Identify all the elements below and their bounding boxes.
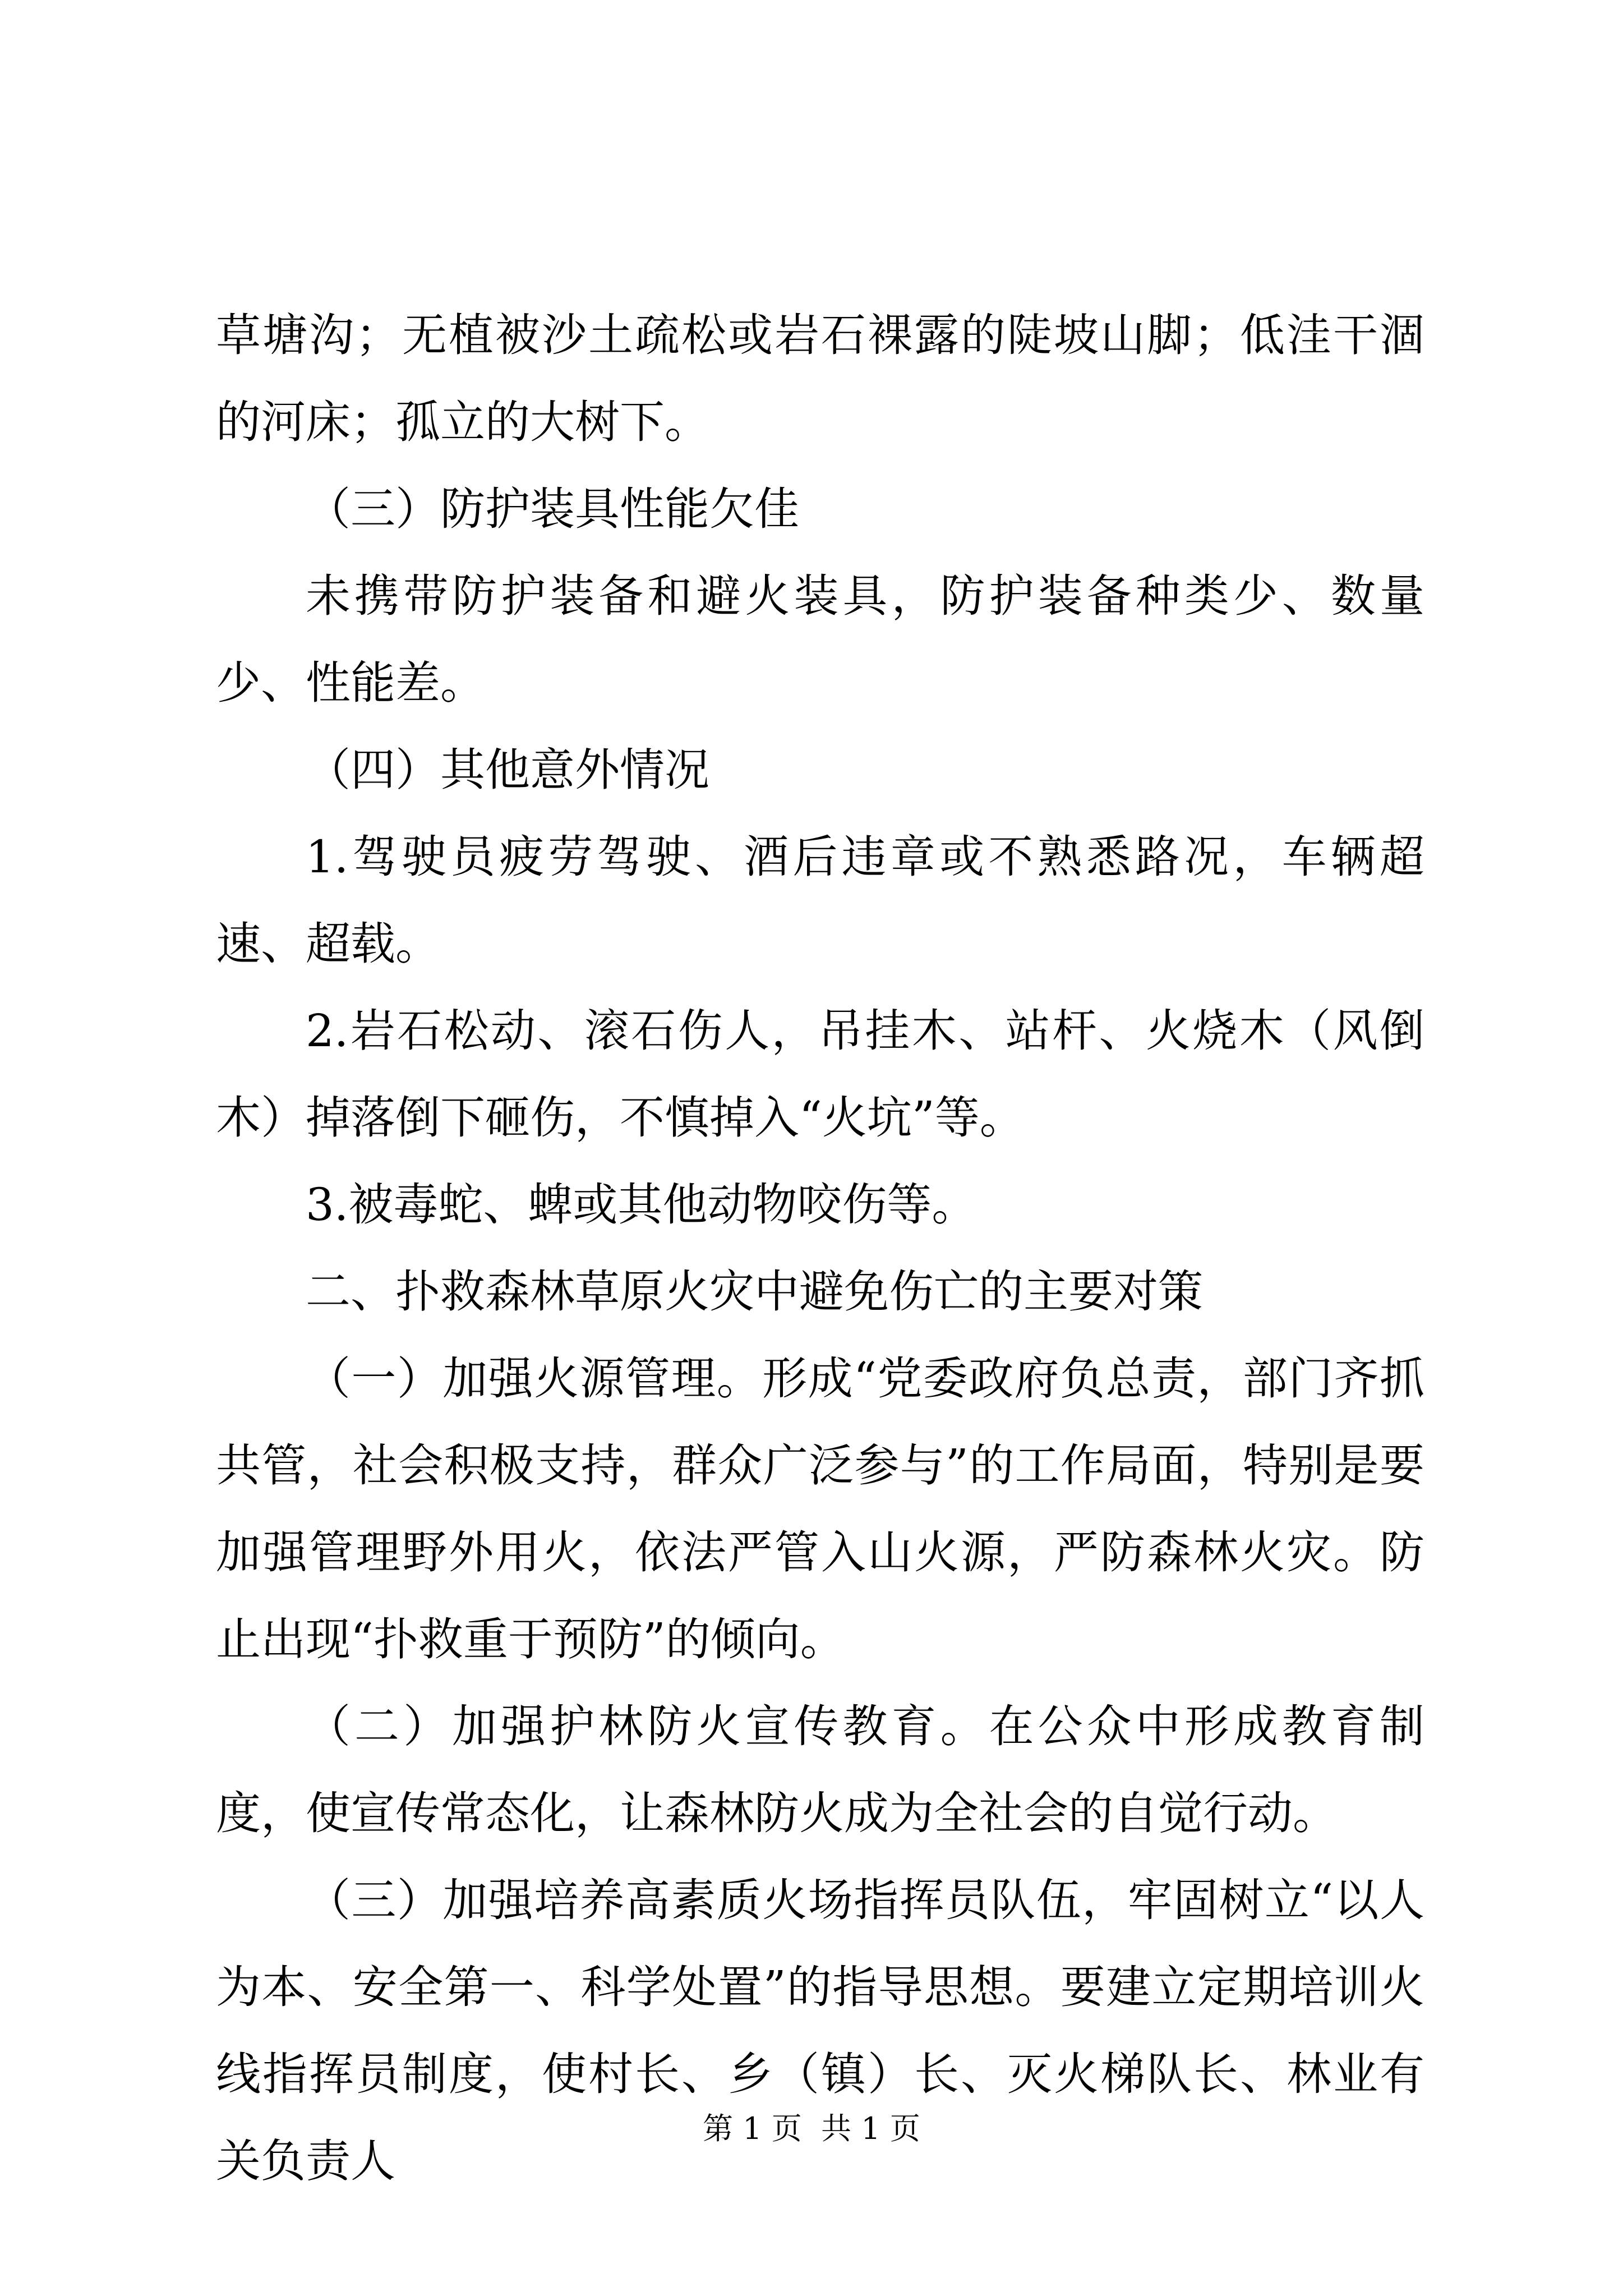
- section-heading: （三）防护装具性能欠佳: [306, 483, 799, 535]
- paragraph: （一）加强火源管理。形成“党委政府负总责，部门齐抓共管，社会积极支持，群众广泛参与”的工作局面，特别是要加强管理野外用火，依法严管入山火源，严防森林火灾。防止出现“扑救重于预防”的倾向。: [216, 1352, 1424, 1665]
- list-item: 1.驾驶员疲劳驾驶、酒后违章或不熟悉路况，车辆超速、超载。: [216, 831, 1424, 970]
- list-item: 2.岩石松动、滚石伤人，吊挂木、站杆、火烧木（风倒木）掉落倒下砸伤，不慎掉入“火坑”等。: [216, 1005, 1424, 1144]
- section-heading: （四）其他意外情况: [306, 744, 709, 796]
- paragraph: 未携带防护装备和避火装具，防护装备种类少、数量少、性能差。: [216, 570, 1424, 709]
- document-body: [216, 292, 1424, 2205]
- paragraph: （二）加强护林防火宣传教育。在公众中形成教育制度，使宣传常态化，让森林防火成为全社会的自觉行动。: [216, 1700, 1424, 1839]
- paragraph: 草塘沟；无植被沙土疏松或岩石裸露的陡坡山脚；低洼干涸的河床；孤立的大树下。: [216, 309, 1424, 448]
- list-item: 3.被毒蛇、蜱或其他动物咬伤等。: [306, 1179, 977, 1231]
- section-heading: 二、扑救森林草原火灾中避免伤亡的主要对策: [306, 1266, 1203, 1318]
- page-footer: 第 1 页 共 1 页: [703, 2111, 920, 2146]
- paragraph: （三）加强培养高素质火场指挥员队伍，牢固树立“以人为本、安全第一、科学处置”的指导思想。要建立定期培训火线指挥员制度，使村长、乡（镇）长、灭火梯队长、林业有关负责人: [216, 1874, 1424, 2187]
